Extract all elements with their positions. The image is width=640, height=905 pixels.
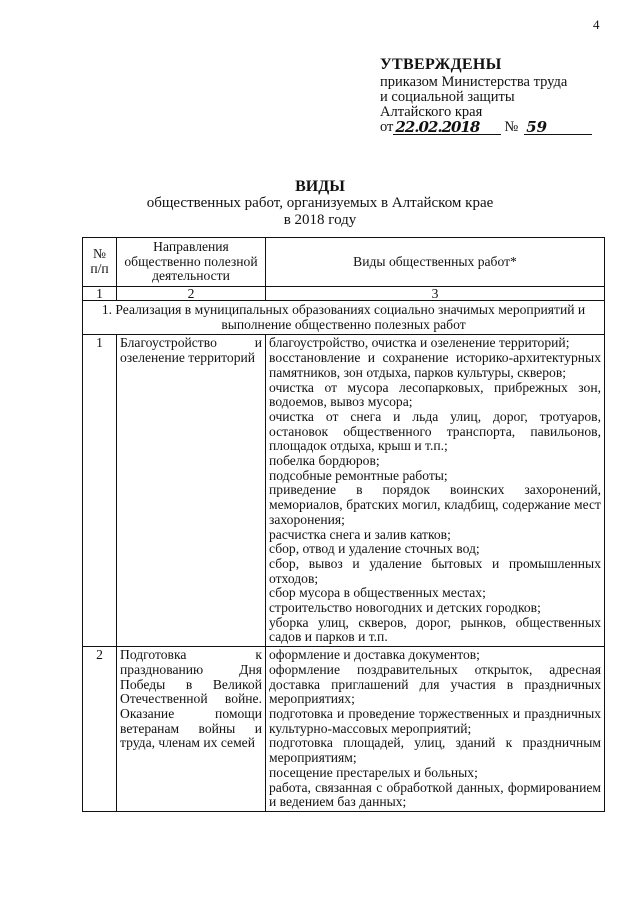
column-number: 2 — [117, 287, 266, 301]
work-item: строительство новогодних и детских городков; — [269, 600, 541, 616]
table-row — [83, 647, 605, 812]
work-item: посещение престарелых и больных; — [269, 764, 478, 780]
from-label: от — [380, 119, 394, 135]
row-index: 1 — [83, 335, 117, 647]
public-works-table — [82, 237, 605, 812]
row-works — [266, 647, 605, 812]
approval-signature-line — [380, 120, 600, 135]
work-item: сбор, отвод и удаление сточных вод; — [269, 541, 480, 557]
work-item: оформление и доставка документов; — [269, 647, 480, 663]
approval-heading: УТВЕРЖДЕНЫ — [380, 56, 502, 73]
work-item: подготовка площадей, улиц, зданий к праздничным мероприятиям; — [269, 735, 601, 766]
header-number: № п/п — [83, 238, 117, 287]
column-number: 3 — [266, 287, 605, 301]
page-number: 4 — [593, 17, 600, 32]
work-item: побелка бордюров; — [269, 453, 380, 469]
title-heading: ВИДЫ — [295, 178, 345, 195]
approval-line: и социальной защиты — [380, 89, 515, 105]
section-row — [83, 301, 605, 335]
header-works: Виды общественных работ* — [266, 238, 605, 287]
column-number: 1 — [83, 287, 117, 301]
handwritten-date: 22.02.2018 — [393, 121, 501, 135]
row-index: 2 — [83, 647, 117, 812]
work-item: расчистка снега и залив катков; — [269, 526, 451, 542]
work-item: подготовка и проведение торжественных и праздничных культурно-массовых мероприятий; — [269, 705, 601, 736]
table-row — [83, 335, 605, 647]
column-number-row — [83, 287, 605, 301]
work-item: благоустройство, очистка и озеленение территорий; — [269, 335, 570, 351]
work-item: уборка улиц, скверов, дорог, рынков, общественных садов и парков и т.п. — [269, 614, 601, 645]
work-item: приведение в порядок воинских захоронений, мемориалов, братских могил, кладбищ, содержание мест захоронения; — [269, 482, 601, 527]
work-item: оформление поздравительных открыток, адресная доставка приглашений для участия в праздничных мероприятиях; — [269, 661, 601, 707]
work-item: сбор мусора в общественных местах; — [269, 585, 486, 601]
work-item: подсобные ремонтные работы; — [269, 467, 448, 483]
work-item: восстановление и сохранение историко-архитектурных памятников, зон отдыха, парков культуры, скверов; — [269, 350, 601, 380]
approval-line: приказом Министерства труда — [380, 74, 568, 90]
document-title — [0, 178, 640, 229]
handwritten-number: 59 — [524, 121, 592, 135]
row-works — [266, 335, 605, 647]
work-item: работа, связанная с обработкой данных, формированием и ведением баз данных; — [269, 779, 601, 810]
header-row — [83, 238, 605, 287]
header-direction: Направления общественно полезной деятельности — [117, 238, 266, 287]
row-direction: Подготовка к празднованию Дня Победы в Великой Отечественной войне. Оказание помощи ветеранам войны и труда, членам их семей — [117, 647, 266, 812]
approval-line: Алтайского края — [380, 104, 483, 120]
approval-block — [380, 57, 600, 135]
row-direction: Благоустройство и озеленение территорий — [117, 335, 266, 647]
work-item: очистка от снега и льда улиц, дорог, тротуаров, остановок общественного транспорта, павильонов, площадок отдыха, крыш и т.п.; — [269, 408, 601, 454]
title-line: общественных работ, организуемых в Алтайском крае — [146, 195, 494, 211]
work-item: сбор, вывоз и удаление бытовых и промышленных отходов; — [269, 555, 601, 586]
work-item: очистка от мусора лесопарковых, прибрежных зон, водоемов, вывоз мусора; — [269, 379, 601, 410]
title-line: в 2018 году — [283, 212, 357, 228]
number-label: № — [504, 119, 519, 135]
section-title: 1. Реализация в муниципальных образованиях социально значимых мероприятий и выполнение общественно полезных работ — [83, 301, 605, 335]
